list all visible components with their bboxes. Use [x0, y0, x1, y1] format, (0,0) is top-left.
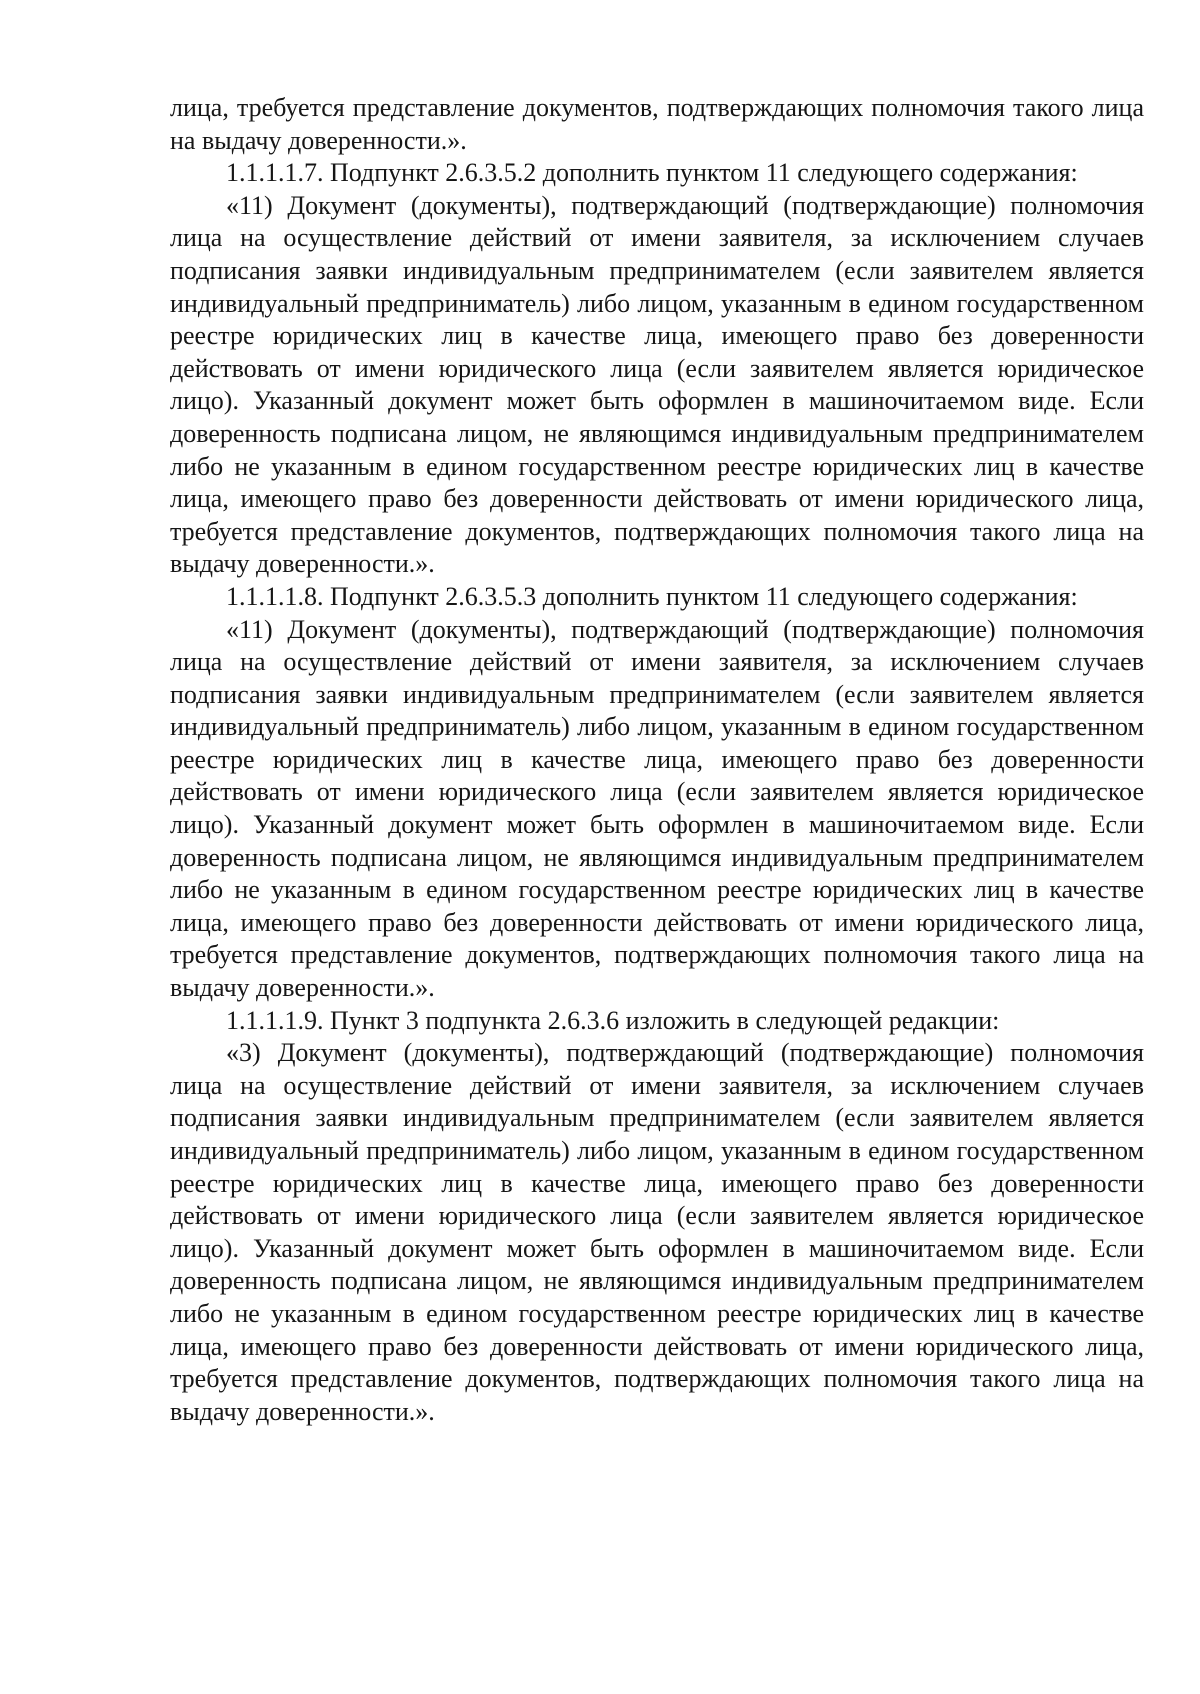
- paragraph-quote-item-3: «3) Документ (документы), подтверждающий (подтверждающие) полномочия лица на осуществление действий от имени заявителя, за исключением случаев подписания заявки индивидуальным предпринимателем (если заявителем является индивидуальный предприниматель) либо лицом, указанным в едином государственном реестре юридических лиц в качестве лица, имеющего право без доверенности действовать от имени юридического лица (если заявителем является юридическое лицо). Указанный документ может быть оформлен в машиночитаемом виде. Если доверенность подписана лицом, не являющимся индивидуальным предпринимателем либо не указанным в едином государственном реестре юридических лиц в качестве лица, имеющего право без доверенности действовать от имени юридического лица, требуется представление документов, подтверждающих полномочия такого лица на выдачу доверенности.».: [170, 1038, 1144, 1426]
- paragraph-continuation: лица, требуется представление документов, подтверждающих полномочия такого лица на выдачу доверенности.».: [170, 93, 1144, 155]
- paragraph-quote-item-11-b: «11) Документ (документы), подтверждающий (подтверждающие) полномочия лица на осуществление действий от имени заявителя, за исключением случаев подписания заявки индивидуальным предпринимателем (если заявителем является индивидуальный предприниматель) либо лицом, указанным в едином государственном реестре юридических лиц в качестве лица, имеющего право без доверенности действовать от имени юридического лица (если заявителем является юридическое лицо). Указанный документ может быть оформлен в машиночитаемом виде. Если доверенность подписана лицом, не являющимся индивидуальным предпринимателем либо не указанным в едином государственном реестре юридических лиц в качестве лица, имеющего право без доверенности действовать от имени юридического лица, требуется представление документов, подтверждающих полномочия такого лица на выдачу доверенности.».: [170, 614, 1144, 1003]
- paragraph-item-1-1-1-1-7: 1.1.1.1.7. Подпункт 2.6.3.5.2 дополнить пунктом 11 следующего содержания:: [226, 158, 1078, 188]
- document-page: [170, 92, 1144, 1428]
- paragraph-quote-item-11-a: «11) Документ (документы), подтверждающий (подтверждающие) полномочия лица на осуществление действий от имени заявителя, за исключением случаев подписания заявки индивидуальным предпринимателем (если заявителем является индивидуальный предприниматель) либо лицом, указанным в едином государственном реестре юридических лиц в качестве лица, имеющего право без доверенности действовать от имени юридического лица (если заявителем является юридическое лицо). Указанный документ может быть оформлен в машиночитаемом виде. Если доверенность подписана лицом, не являющимся индивидуальным предпринимателем либо не указанным в едином государственном реестре юридических лиц в качестве лица, имеющего право без доверенности действовать от имени юридического лица, требуется представление документов, подтверждающих полномочия такого лица на выдачу доверенности.».: [170, 190, 1144, 579]
- paragraph-item-1-1-1-1-8: 1.1.1.1.8. Подпункт 2.6.3.5.3 дополнить пунктом 11 следующего содержания:: [226, 581, 1078, 611]
- paragraph-item-1-1-1-1-9: 1.1.1.1.9. Пункт 3 подпункта 2.6.3.6 изложить в следующей редакции:: [226, 1005, 1000, 1035]
